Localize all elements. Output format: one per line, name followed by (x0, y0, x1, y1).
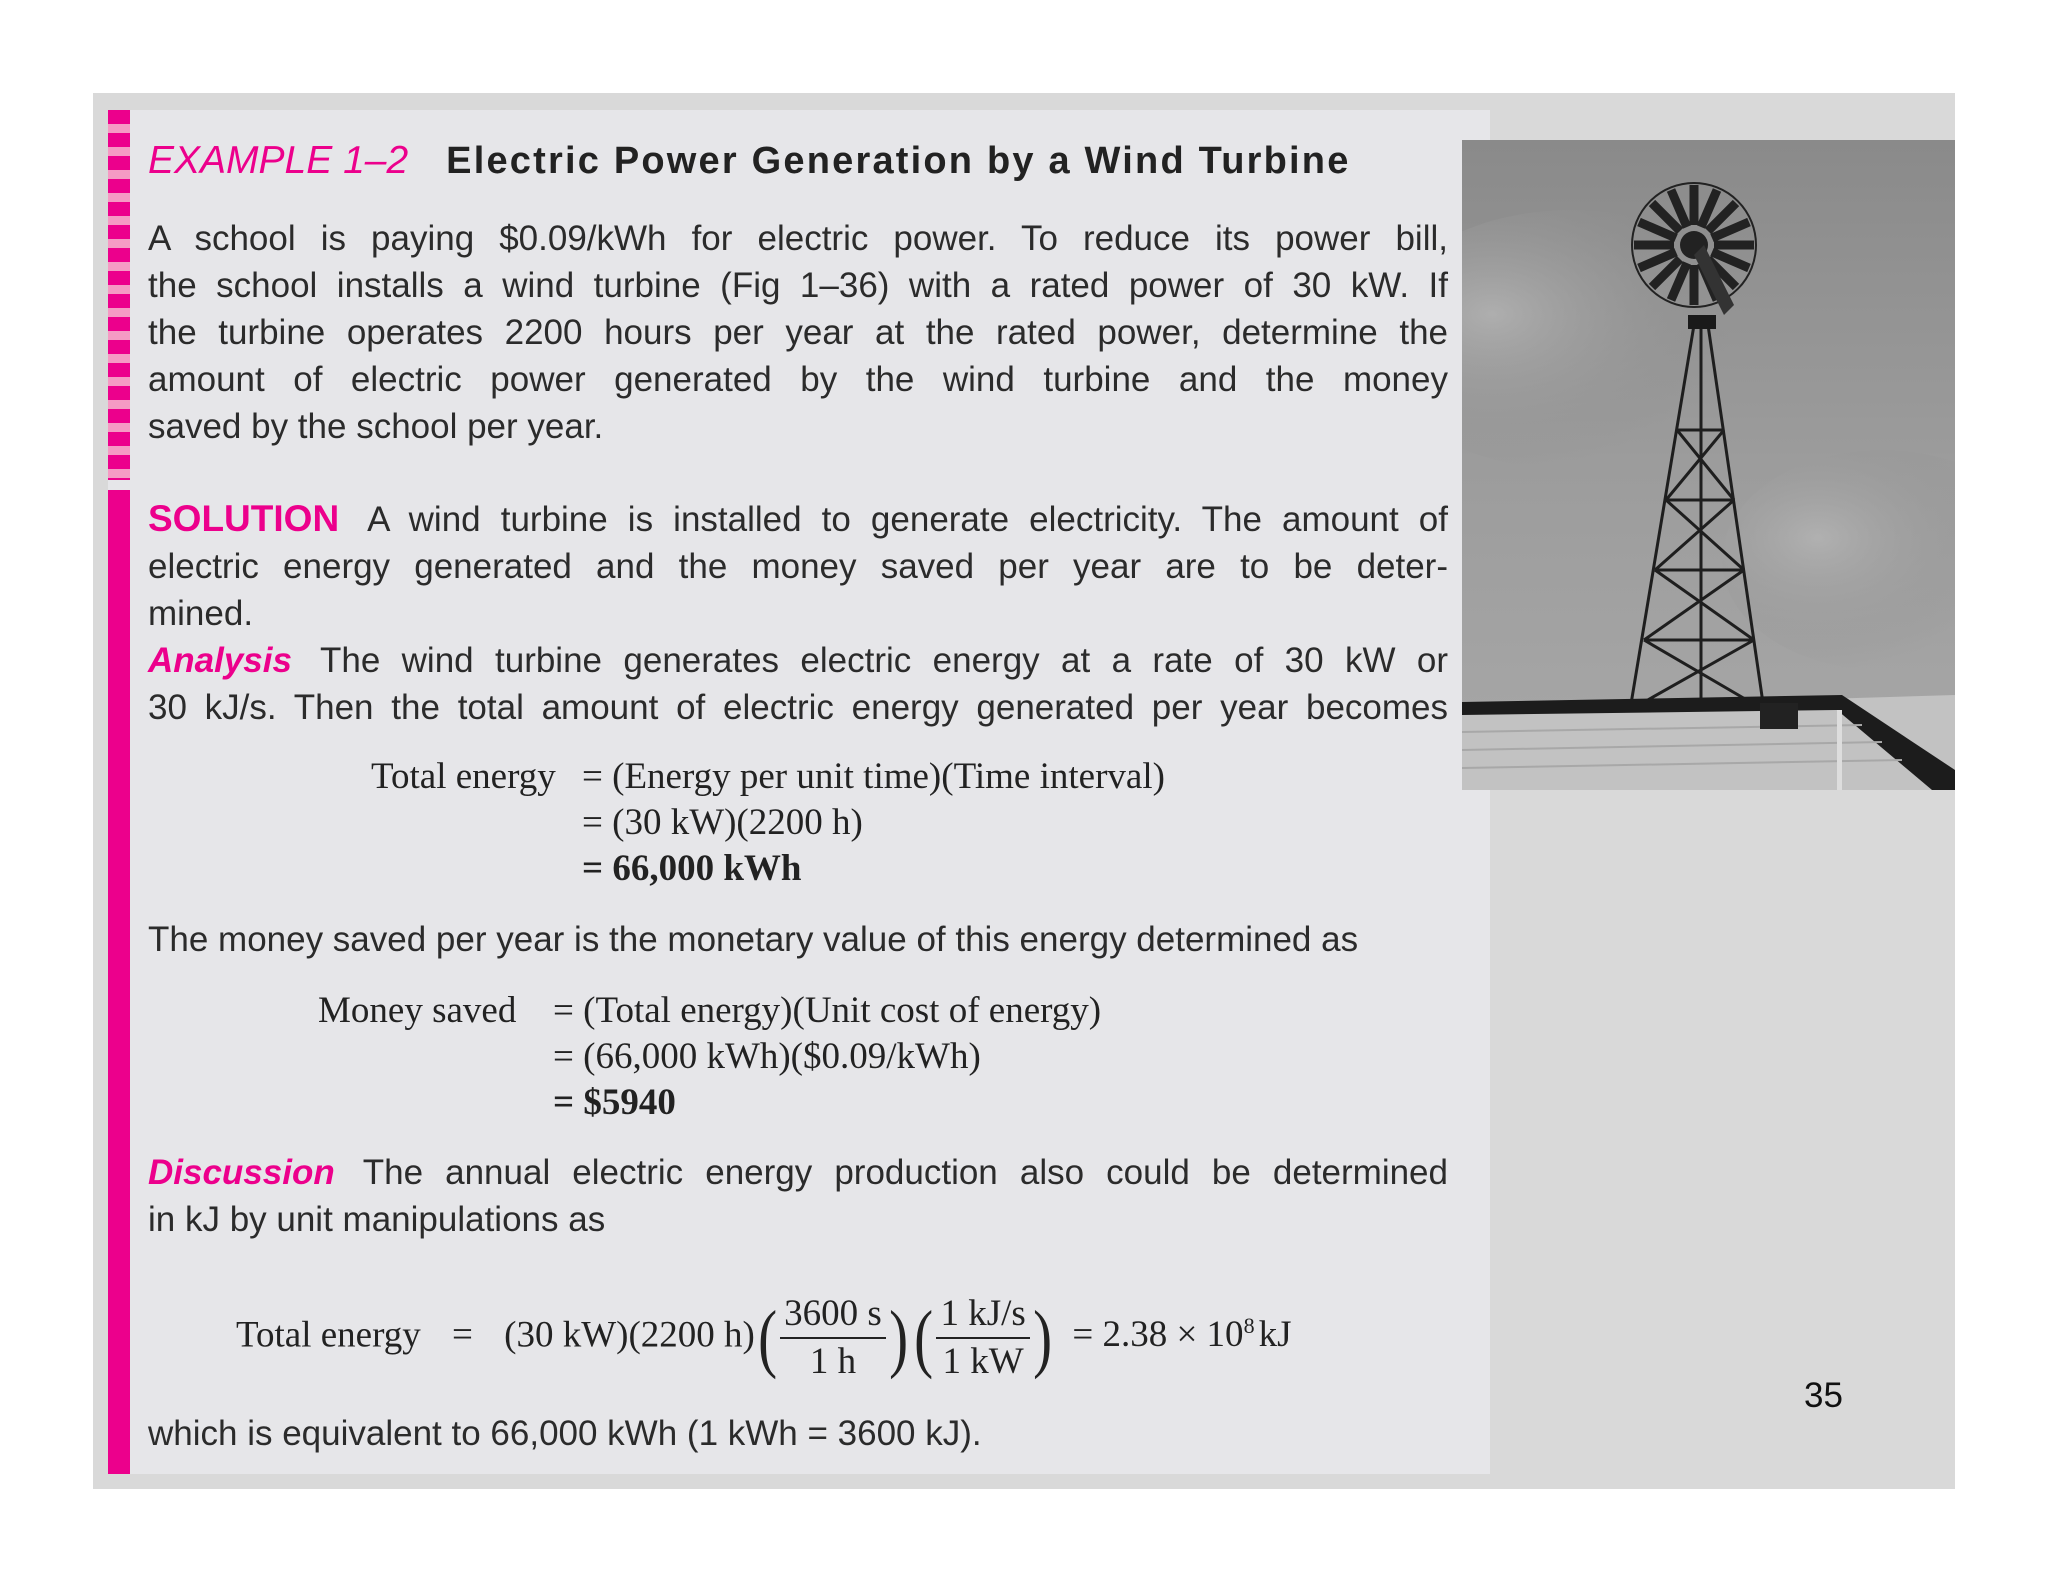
money-text: The money saved per year is the monetary value of this energy determined as (148, 920, 1359, 959)
windmill-photo (1462, 140, 1955, 790)
solution-label: SOLUTION (148, 498, 340, 539)
accent-bar-segmented (108, 110, 130, 480)
eq1-row-2: = (30 kW)(2200 h) (582, 802, 863, 843)
analysis-text-1: The wind turbine generates electric energy at a rate of 30 kW or (319, 641, 1448, 680)
eq3-unit: kJ (1258, 1314, 1292, 1356)
solution-line-2: electric energy generated and the money saved per year are to be deter- (148, 547, 1448, 586)
solution-line-1 (148, 495, 1448, 543)
eq3-factor: (30 kW)(2200 h) (504, 1314, 755, 1356)
problem-line-5: saved by the school per year. (148, 407, 604, 446)
discussion-line-2: in kJ by unit manipulations as (148, 1200, 606, 1239)
discussion-line-1 (148, 1149, 1448, 1196)
eq3-equals: = (452, 1314, 473, 1356)
left-paren-icon: ( (758, 1295, 777, 1380)
tower-cap (1688, 315, 1716, 329)
downspout (1837, 710, 1842, 790)
fraction-2-numerator: 1 kJ/s (936, 1291, 1029, 1339)
solution-line-3: mined. (148, 594, 254, 633)
page-number: 35 (1804, 1376, 1843, 1415)
eq3-exponent: 8 (1243, 1313, 1255, 1338)
eq2-row-2: = (66,000 kWh)($0.09/kWh) (553, 1036, 981, 1077)
fraction-1-numerator: 3600 s (780, 1291, 886, 1339)
final-line: which is equivalent to 66,000 kWh (1 kWh = 3600 kJ). (148, 1414, 982, 1453)
example-heading (148, 136, 1351, 186)
eq3-fraction-1 (780, 1291, 886, 1385)
discussion-label: Discussion (148, 1153, 335, 1192)
eq2-lhs: Money saved (318, 990, 517, 1031)
example-label: EXAMPLE 1–2 (148, 139, 409, 182)
eq3-result: = 2.38 × 10 (1072, 1314, 1244, 1356)
problem-line-4: amount of electric power generated by the wind turbine and the money (148, 360, 1448, 399)
problem-line-2: the school installs a wind turbine (Fig 1–36) with a rated power of 30 kW. If (148, 266, 1448, 305)
right-paren-icon: ) (888, 1295, 908, 1380)
eq1-row-1: = (Energy per unit time)(Time interval) (582, 756, 1165, 797)
problem-line-3: the turbine operates 2200 hours per year at the rated power, determine the (148, 313, 1448, 352)
analysis-line-1 (148, 637, 1448, 684)
fraction-2-denominator: 1 kW (942, 1340, 1024, 1382)
example-title: Electric Power Generation by a Wind Turbine (446, 140, 1351, 182)
solution-text-1: A wind turbine is installed to generate electricity. The amount of (367, 500, 1448, 539)
roof-box (1760, 703, 1798, 729)
eq1-row-3: = 66,000 kWh (582, 848, 802, 889)
eq3-fraction-2 (936, 1291, 1029, 1385)
eq2-row-1: = (Total energy)(Unit cost of energy) (553, 990, 1102, 1031)
analysis-line-2: 30 kJ/s. Then the total amount of electric energy generated per year becomes (148, 688, 1448, 727)
accent-bar (108, 490, 130, 1474)
fraction-1-denominator: 1 h (809, 1340, 857, 1382)
eq3 (236, 1278, 1291, 1385)
eq1-lhs: Total energy (371, 756, 556, 797)
analysis-label: Analysis (148, 641, 292, 680)
left-paren-icon: ( (914, 1295, 934, 1380)
eq3-lhs: Total energy (236, 1314, 421, 1356)
problem-line-1: A school is paying $0.09/kWh for electric power. To reduce its power bill, (148, 219, 1448, 258)
discussion-text-1: The annual electric energy production also could be determined (362, 1153, 1448, 1192)
right-paren-icon: ) (1032, 1295, 1052, 1380)
eq2-row-3: = $5940 (553, 1082, 676, 1123)
